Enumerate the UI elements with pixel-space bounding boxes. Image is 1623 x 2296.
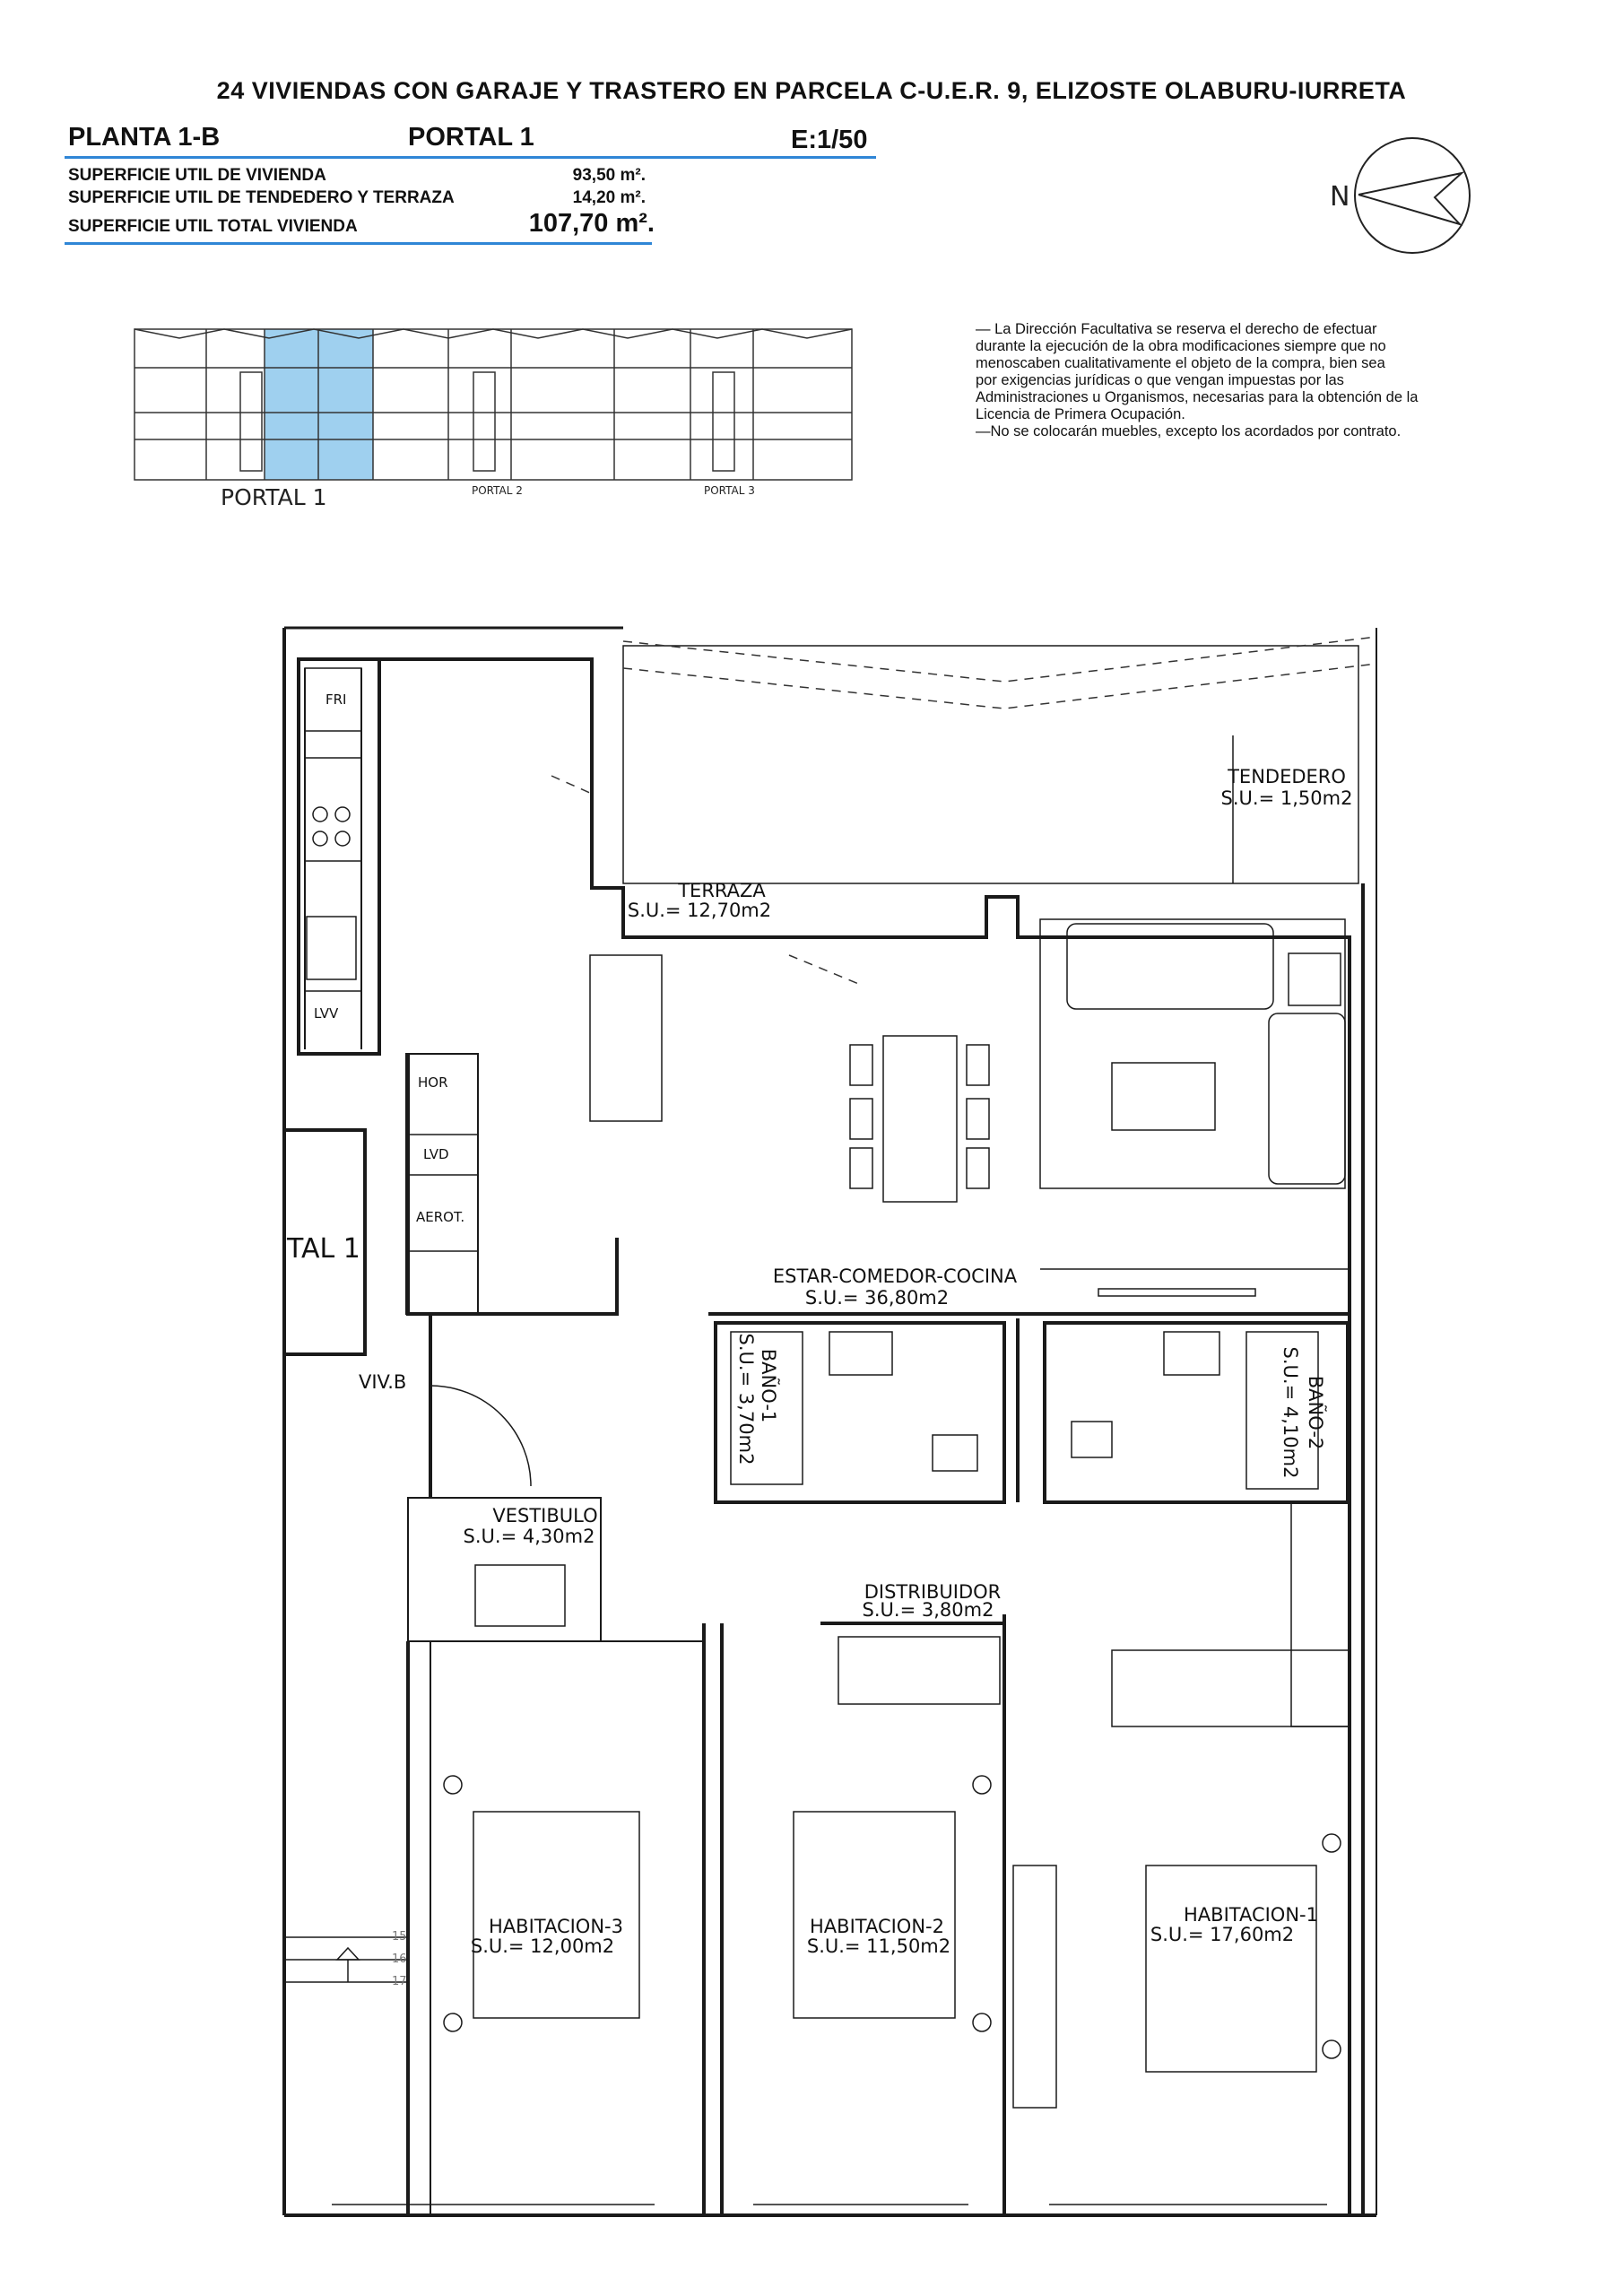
stair-step-16: 16 (392, 1952, 407, 1966)
planta-label: PLANTA 1-B (68, 123, 221, 152)
hab3-area: S.U.= 12,00m2 (470, 1935, 615, 1957)
hab2-area: S.U.= 11,50m2 (806, 1935, 951, 1957)
document-title: 24 VIVIENDAS CON GARAJE Y TRASTERO EN PARCELA C-U.E.R. 9, ELIZOSTE OLABURU-IURRETA (216, 77, 1407, 104)
aerot-label: AEROT. (416, 1209, 465, 1225)
vestibulo-area: S.U.= 4,30m2 (463, 1526, 595, 1547)
keyplan-portal-3: PORTAL 3 (704, 484, 755, 497)
distribuidor-area: S.U.= 3,80m2 (862, 1599, 994, 1621)
keyplan-portal-2: PORTAL 2 (472, 484, 523, 497)
north-letter: N (1330, 181, 1350, 213)
surface-value-vivienda: 93,50 m². (572, 166, 646, 185)
surface-value-total: 107,70 m². (528, 209, 655, 238)
hor-label: HOR (418, 1074, 448, 1091)
surface-value-terraza: 14,20 m². (572, 188, 646, 207)
tendedero-area: S.U.= 1,50m2 (1220, 787, 1353, 809)
lvd-label: LVD (423, 1146, 449, 1162)
estar-name: ESTAR-COMEDOR-COCINA (772, 1265, 1018, 1287)
bano2-area: S.U.= 4,10m2 (1280, 1346, 1301, 1479)
terraza-area: S.U.= 12,70m2 (627, 900, 772, 921)
bano2-name: BAÑO-2 (1305, 1375, 1326, 1450)
surface-label-total: SUPERFICIE UTIL TOTAL VIVIENDA (68, 217, 358, 236)
keyplan-portal-1: PORTAL 1 (221, 484, 327, 510)
fri-label: FRI (325, 691, 347, 708)
hab1-area: S.U.= 17,60m2 (1150, 1924, 1295, 1945)
viv-b-label: VIV.B (359, 1371, 407, 1393)
stair-step-15: 15 (392, 1930, 407, 1944)
tendedero-name: TENDEDERO (1228, 766, 1346, 787)
hab1-name: HABITACION-1 (1184, 1904, 1318, 1926)
disclaimer-note: — La Dirección Facultativa se reserva el derecho de efectuar durante la ejecución de la obra modificaciones siempre que no menoscaben cualitativamente el objeto de la compra, bien sea por exigencias jurídicas o que vengan impuestas por las Administraciones u Organismos, necesarias para la obtención de la Licencia de Primera Ocupación. —No se colocarán muebles, excepto los acordados por contrato. (976, 321, 1419, 439)
vestibulo-name: VESTIBULO (492, 1505, 598, 1526)
surface-label-terraza: SUPERFICIE UTIL DE TENDEDERO Y TERRAZA (68, 188, 455, 207)
lvv-label: LVV (314, 1005, 339, 1022)
stair-step-17: 17 (392, 1975, 407, 1988)
scale-label: E:1/50 (791, 126, 868, 154)
hab2-name: HABITACION-2 (810, 1916, 944, 1937)
terraza-name: TERRAZA (678, 880, 766, 901)
portal-label: PORTAL 1 (408, 123, 534, 152)
bano1-name: BAÑO-1 (758, 1348, 779, 1423)
bano1-area: S.U.= 3,70m2 (735, 1333, 757, 1465)
estar-area: S.U.= 36,80m2 (804, 1287, 950, 1309)
portal-partial-label: TAL 1 (287, 1233, 360, 1265)
hab3-name: HABITACION-3 (489, 1916, 623, 1937)
surface-label-vivienda: SUPERFICIE UTIL DE VIVIENDA (68, 166, 326, 185)
distribuidor-name: DISTRIBUIDOR (864, 1581, 1002, 1603)
